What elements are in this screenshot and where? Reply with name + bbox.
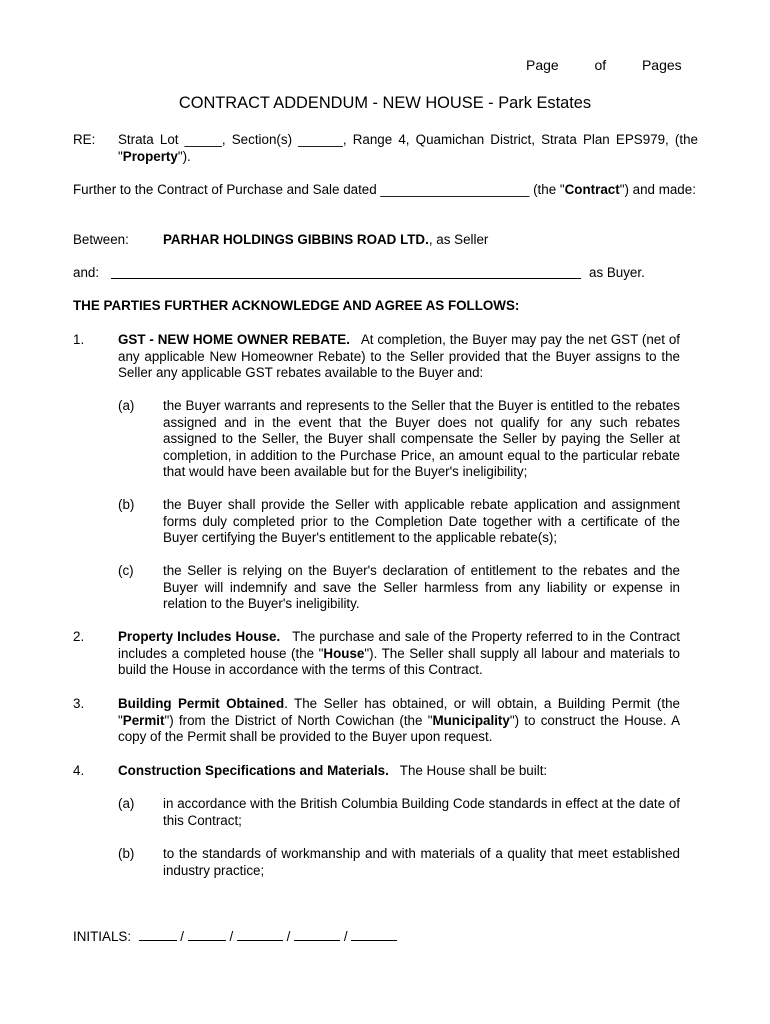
clause-2-heading: Property Includes House.	[118, 629, 281, 644]
re-label: RE:	[73, 132, 96, 147]
clause-4-number: 4.	[73, 763, 85, 778]
clause-4b-text: to the standards of workmanship and with materials of a quality that meet established industry practice;	[163, 846, 680, 878]
clause-1c-text: the Seller is relying on the Buyer's declaration of entitlement to the rebates and the Buyer will indemnify and save the Seller harmless from any liability or expense in relation to the Buyer's ineligibility.	[163, 563, 680, 612]
clause-1-text: GST - NEW HOME OWNER REBATE. At completion, the Buyer may pay the net GST (net of any applicable New Homeowner Rebate) to the Seller provided that the Buyer assigns to the Seller any applicable GST rebates available to the Buyer and:	[118, 332, 681, 381]
clause-1a-letter: (a)	[118, 398, 135, 413]
clause-1b-text: the Buyer shall provide the Seller with applicable rebate application and assignment forms duly completed prior to the Completion Date together with a certificate of the Buyer certifying the Buyer's entitlement to the applicable rebate(s);	[163, 497, 680, 546]
and-label: and:	[73, 265, 100, 280]
clause-4a-letter: (a)	[118, 796, 135, 811]
clause-3-number: 3.	[73, 696, 85, 711]
clause-2-text: Property Includes House. The purchase and sale of the Property referred to in the Contract includes a completed house (the "House"). The Seller shall supply all labour and materials to build the House in accordance with the terms of this Contract.	[118, 629, 680, 678]
house-term: House	[323, 645, 365, 661]
clause-1a-text: the Buyer warrants and represents to the Seller that the Buyer is entitled to the rebates assigned and in the event that the Buyer does not qualify for any such rebates assigned to the Seller, the Buyer shall compensate the Seller by paying the Seller at completion, in addition to the Purchase Price, an amount equal to the particular rebate that would have been available but for the Buyer's ineligibility;	[163, 398, 680, 480]
clause-1-number: 1.	[73, 332, 85, 347]
contract-term: Contract	[564, 182, 620, 197]
initials-row: INITIALS: / / / /	[73, 928, 397, 946]
clause-4-heading: Construction Specifications and Materials.	[118, 763, 389, 778]
as-buyer-label: as Buyer.	[589, 265, 645, 280]
initials-blank-5[interactable]	[351, 928, 397, 941]
initials-blank-2[interactable]	[188, 928, 226, 941]
document-title: CONTRACT ADDENDUM - NEW HOUSE - Park Estates	[178, 94, 592, 112]
clause-4a-text: in accordance with the British Columbia Building Code standards in effect at the date of this Contract;	[163, 796, 680, 828]
buyer-name-blank[interactable]	[111, 262, 581, 279]
clause-4b-letter: (b)	[118, 846, 135, 861]
seller-line: PARHAR HOLDINGS GIBBINS ROAD LTD., as Seller	[163, 232, 489, 247]
property-term: Property	[122, 148, 178, 164]
municipality-term: Municipality	[432, 712, 510, 728]
between-label: Between:	[73, 232, 129, 247]
of-label: of	[594, 57, 607, 73]
re-text: Strata Lot _____, Section(s) ______, Range 4, Quamichan District, Strata Plan EPS979, (the "Property").	[118, 132, 698, 164]
clause-1c-letter: (c)	[118, 563, 134, 578]
permit-term: Permit	[122, 712, 165, 728]
clause-3-text: Building Permit Obtained. The Seller has obtained, or will obtain, a Building Permit (the "Permit") from the District of North Cowichan (the "Municipality") to construct the House. A copy of the Permit shall be provided to the Buyer upon request.	[118, 696, 680, 745]
page-number-header	[526, 57, 682, 74]
pages-label: Pages	[641, 57, 682, 73]
seller-name: PARHAR HOLDINGS GIBBINS ROAD LTD.	[163, 232, 429, 247]
page-label: Page	[526, 57, 559, 73]
initials-blank-1[interactable]	[139, 928, 177, 941]
further-paragraph: Further to the Contract of Purchase and Sale dated ____________________ (the "Contract") and made:	[73, 182, 696, 197]
initials-blank-4[interactable]	[294, 928, 340, 941]
initials-blank-3[interactable]	[237, 928, 283, 941]
initials-label: INITIALS:	[73, 929, 132, 944]
clause-3-heading: Building Permit Obtained	[118, 696, 285, 711]
acknowledge-heading: THE PARTIES FURTHER ACKNOWLEDGE AND AGREE AS FOLLOWS:	[73, 298, 520, 313]
clause-4-text: Construction Specifications and Materials. The House shall be built:	[118, 763, 548, 778]
clause-2-number: 2.	[73, 629, 85, 644]
clause-1-heading: GST - NEW HOME OWNER REBATE.	[118, 332, 350, 347]
clause-1b-letter: (b)	[118, 497, 135, 512]
